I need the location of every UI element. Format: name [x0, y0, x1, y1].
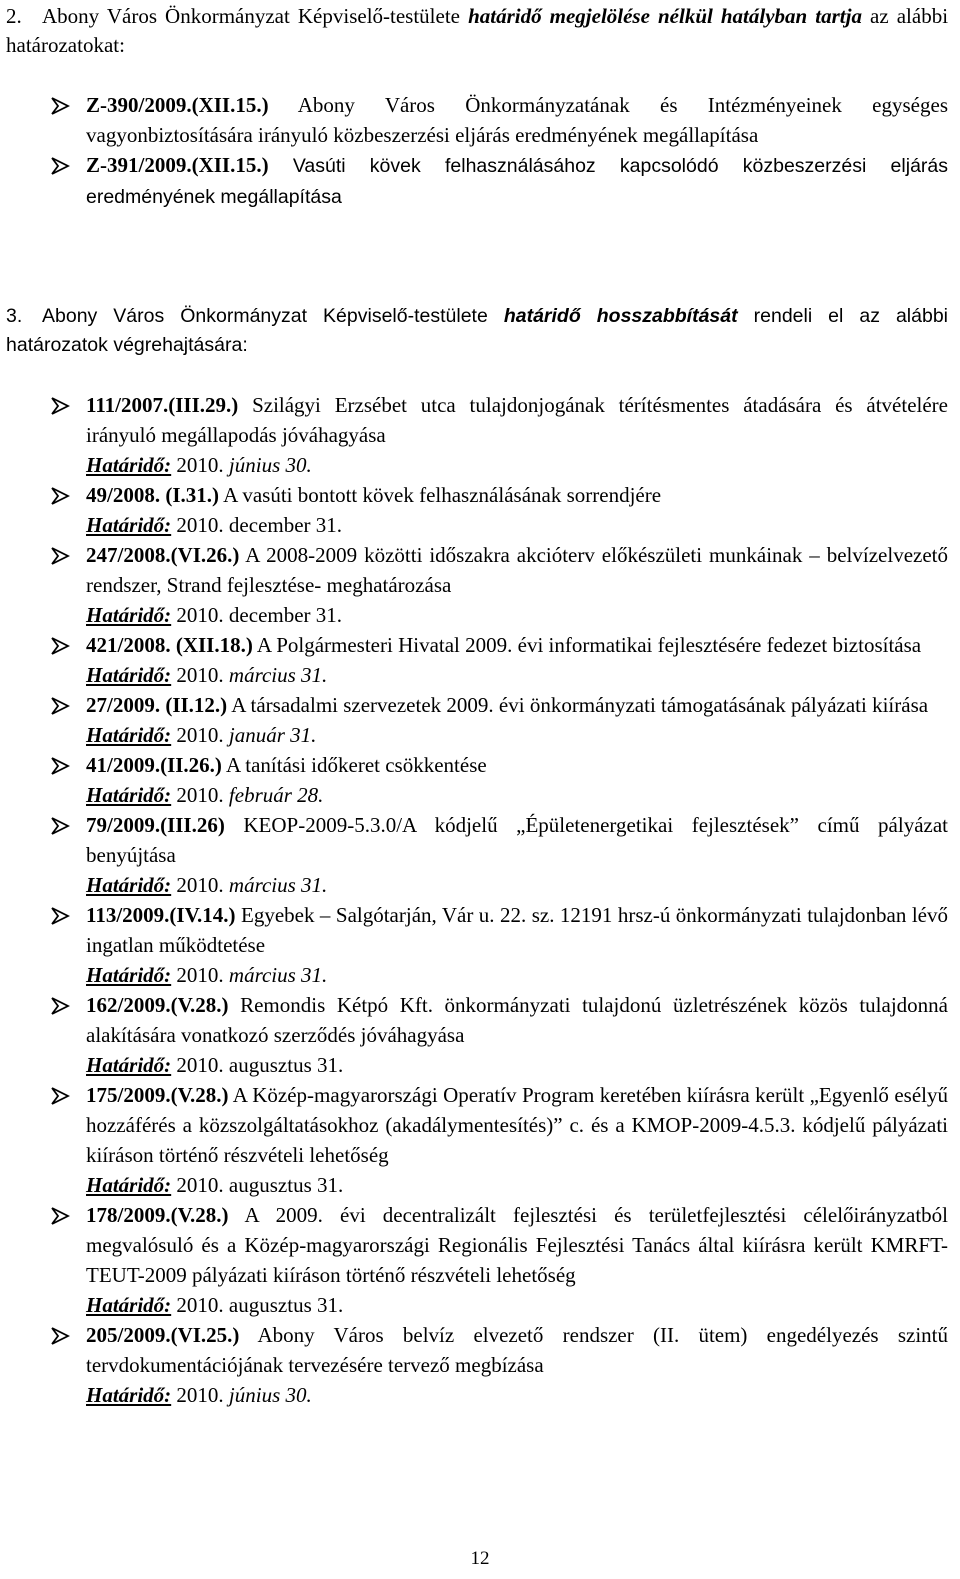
list-item	[50, 1080, 948, 1200]
resolution-text: A 2008-2009 közötti időszakra akcióterv előkészületi munkáinak – belvízelvezető rendszer, Strand fejlesztése- meghatározása	[86, 543, 948, 597]
list-item	[50, 990, 948, 1080]
resolution-text: A 2009. évi decentralizált fejlesztési és területfejlesztési célelőirányzatból megvalósuló és a Közép-magyarországi Regionális Fejlesztési Tanács által kiírásra került KMRFT-TEUT-2009 pályázati kiíráson történő részvételi lehetőség	[86, 1203, 948, 1287]
deadline-label: Határidő:	[86, 1173, 172, 1197]
arrow-bullet-icon	[50, 907, 70, 925]
deadline-year: 2010.	[171, 513, 229, 537]
deadline-year: 2010.	[171, 663, 229, 687]
list-item	[50, 1320, 948, 1410]
section-2-list	[50, 90, 948, 212]
list-item	[50, 690, 948, 750]
list-item	[50, 390, 948, 480]
deadline-date: augusztus 31.	[228, 1293, 344, 1317]
resolution-ref: 205/2009.(VI.25.)	[86, 1323, 240, 1347]
list-item	[50, 90, 948, 150]
section-3-list	[50, 390, 948, 1410]
list-item	[50, 630, 948, 690]
deadline-year: 2010.	[171, 603, 229, 627]
deadline-label: Határidő:	[86, 603, 172, 627]
arrow-bullet-icon	[50, 97, 70, 115]
resolution-ref: 162/2009.(V.28.)	[86, 993, 229, 1017]
arrow-bullet-icon	[50, 487, 70, 505]
resolution-text: A tanítási időkeret csökkentése	[221, 753, 487, 777]
list-item	[50, 810, 948, 900]
resolution-text: A társadalmi szervezetek 2009. évi önkormányzati támogatásának pályázati kiírása	[227, 693, 929, 717]
deadline-date: március 31.	[228, 963, 328, 987]
deadline-label: Határidő:	[86, 663, 172, 687]
section-2-emphasis: határidő megjelölése nélkül hatályban tartja	[468, 4, 862, 28]
page-number: 12	[470, 1548, 490, 1569]
deadline-label: Határidő:	[86, 783, 172, 807]
resolution-text: Abony Város Önkormányzatának és Intézményeinek egységes vagyonbiztosítására irányuló közbeszerzési eljárás eredményének megállapítása	[86, 93, 948, 147]
deadline-year: 2010.	[171, 1293, 229, 1317]
deadline-line	[86, 660, 948, 690]
deadline-line	[86, 870, 948, 900]
deadline-year: 2010.	[171, 1383, 229, 1407]
deadline-label: Határidő:	[86, 513, 172, 537]
arrow-bullet-icon	[50, 817, 70, 835]
resolution-text: A Polgármesteri Hivatal 2009. évi informatikai fejlesztésére fedezet biztosítása	[252, 633, 922, 657]
list-item	[50, 480, 948, 540]
deadline-line	[86, 450, 948, 480]
section-3-heading	[6, 302, 948, 360]
resolution-ref: 41/2009.(II.26.)	[86, 753, 222, 777]
deadline-year: 2010.	[171, 963, 229, 987]
deadline-year: 2010.	[171, 873, 229, 897]
deadline-line	[86, 1170, 948, 1200]
deadline-label: Határidő:	[86, 723, 172, 747]
section-2-heading	[6, 2, 948, 60]
deadline-date: március 31.	[228, 663, 328, 687]
arrow-bullet-icon	[50, 997, 70, 1015]
arrow-bullet-icon	[50, 547, 70, 565]
deadline-year: 2010.	[171, 783, 229, 807]
deadline-date: augusztus 31.	[228, 1173, 344, 1197]
deadline-line	[86, 720, 948, 750]
list-item	[50, 750, 948, 810]
section-2-text-b: az alábbi határozatokat:	[6, 4, 949, 57]
resolution-text: Abony Város belvíz elvezető rendszer (II. ütem) engedélyezés szintű tervdokumentációjának tervezésére tervező megbízása	[86, 1323, 948, 1377]
deadline-year: 2010.	[171, 453, 229, 477]
deadline-date: december 31.	[228, 603, 343, 627]
list-item	[50, 1200, 948, 1320]
section-2-number: 2.	[6, 4, 22, 28]
deadline-line	[86, 960, 948, 990]
arrow-bullet-icon	[50, 1327, 70, 1345]
list-item	[50, 900, 948, 990]
deadline-label: Határidő:	[86, 963, 172, 987]
deadline-date: február 28.	[228, 783, 324, 807]
resolution-ref: 27/2009. (II.12.)	[86, 693, 228, 717]
deadline-line	[86, 510, 948, 540]
section-3-text-b: rendeli el az alábbi határozatok végrehajtására:	[6, 305, 948, 356]
deadline-label: Határidő:	[86, 873, 172, 897]
resolution-ref: 247/2008.(VI.26.)	[86, 543, 240, 567]
deadline-date: augusztus 31.	[228, 1053, 344, 1077]
resolution-text: A vasúti bontott kövek felhasználásának sorrendjére	[219, 483, 662, 507]
resolution-ref: 175/2009.(V.28.)	[86, 1083, 229, 1107]
deadline-label: Határidő:	[86, 1383, 172, 1407]
deadline-line	[86, 780, 948, 810]
resolution-ref: 79/2009.(III.26)	[86, 813, 225, 837]
arrow-bullet-icon	[50, 697, 70, 715]
section-3-emphasis: határidő hosszabbítását	[503, 305, 738, 327]
deadline-line	[86, 600, 948, 630]
deadline-line	[86, 1380, 948, 1410]
resolution-ref: 178/2009.(V.28.)	[86, 1203, 229, 1227]
deadline-year: 2010.	[171, 1173, 229, 1197]
deadline-label: Határidő:	[86, 1053, 172, 1077]
deadline-label: Határidő:	[86, 453, 172, 477]
deadline-line	[86, 1050, 948, 1080]
deadline-year: 2010.	[171, 723, 229, 747]
resolution-text: Egyebek – Salgótarján, Vár u. 22. sz. 12191 hrsz-ú önkormányzati tulajdonban lévő ingatlan működtetése	[86, 903, 948, 957]
deadline-date: december 31.	[228, 513, 343, 537]
deadline-date: március 31.	[228, 873, 328, 897]
resolution-ref: 421/2008. (XII.18.)	[86, 633, 253, 657]
arrow-bullet-icon	[50, 1087, 70, 1105]
resolution-text: Szilágyi Erzsébet utca tulajdonjogának térítésmentes átadására és átvételére irányuló megállapodás jóváhagyása	[86, 393, 948, 447]
resolution-text: A Közép-magyarországi Operatív Program keretében kiírásra került „Egyenlő esélyű hozzáférés a közszolgáltatásokhoz (akadálymentesítés)” c. és a KMOP-2009-4.5.3. kódjelű pályázati kiíráson történő részvételi lehetőség	[86, 1083, 948, 1167]
resolution-ref: 113/2009.(IV.14.)	[86, 903, 236, 927]
section-3-text-a: Abony Város Önkormányzat Képviselő-testülete	[42, 305, 504, 327]
deadline-line	[86, 1290, 948, 1320]
resolution-ref: 49/2008. (I.31.)	[86, 483, 219, 507]
arrow-bullet-icon	[50, 1207, 70, 1225]
deadline-date: június 30.	[228, 453, 312, 477]
deadline-date: január 31.	[228, 723, 317, 747]
arrow-bullet-icon	[50, 637, 70, 655]
resolution-text: Vasúti kövek felhasználásához kapcsolódó közbeszerzési eljárás eredményének megállapítása	[86, 155, 948, 208]
arrow-bullet-icon	[50, 757, 70, 775]
deadline-label: Határidő:	[86, 1293, 172, 1317]
resolution-ref: 111/2007.(III.29.)	[86, 393, 239, 417]
section-3-number: 3.	[6, 305, 23, 327]
deadline-date: június 30.	[228, 1383, 312, 1407]
resolution-text: Remondis Kétpó Kft. önkormányzati tulajdonú üzletrészének közös tulajdonná alakítására vonatkozó szerződés jóváhagyása	[86, 993, 948, 1047]
list-item	[50, 150, 948, 212]
resolution-text: KEOP-2009-5.3.0/A kódjelű „Épületenergetikai fejlesztések” című pályázat benyújtása	[86, 813, 948, 867]
deadline-year: 2010.	[171, 1053, 229, 1077]
arrow-bullet-icon	[50, 397, 70, 415]
list-item	[50, 540, 948, 630]
resolution-ref: Z-391/2009.(XII.15.)	[86, 153, 269, 177]
section-2-text-a: Abony Város Önkormányzat Képviselő-testülete	[42, 4, 469, 28]
arrow-bullet-icon	[50, 157, 70, 175]
resolution-ref: Z-390/2009.(XII.15.)	[86, 93, 269, 117]
